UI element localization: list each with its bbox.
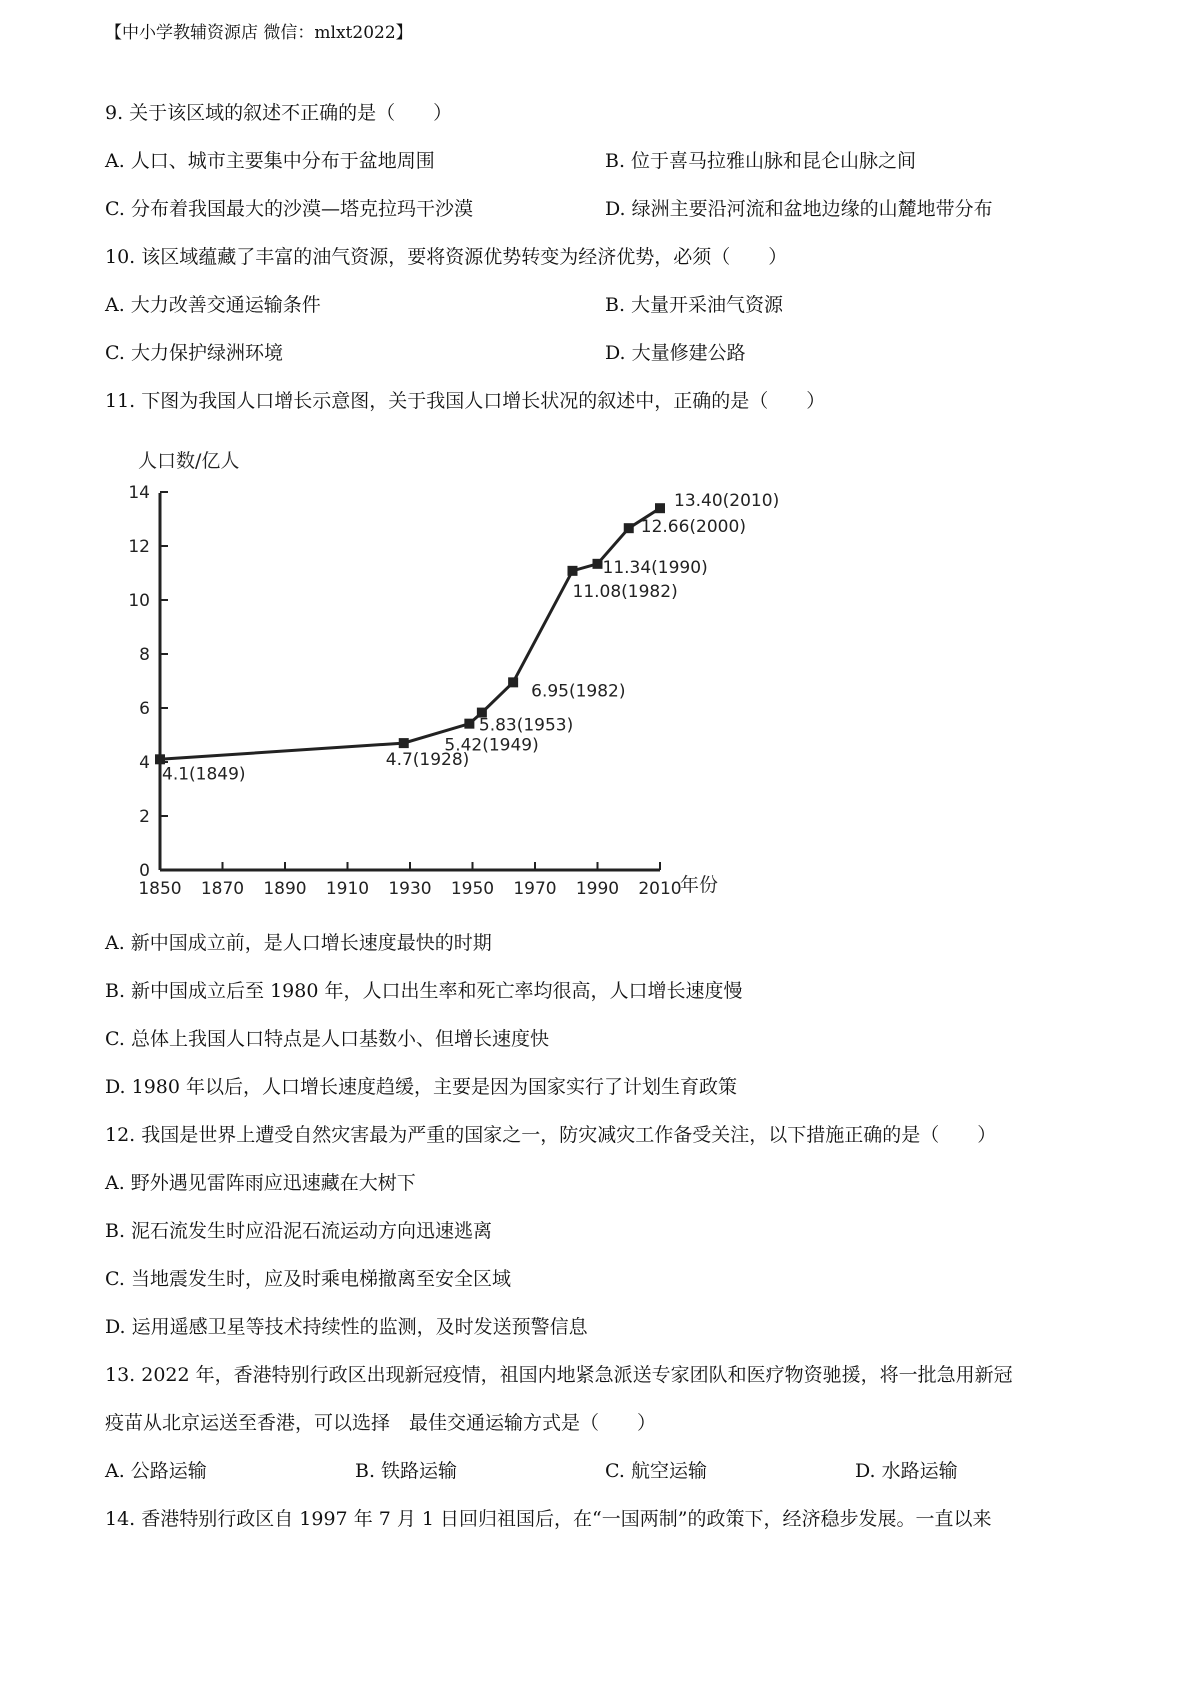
data-point xyxy=(568,566,578,576)
data-labels xyxy=(162,491,779,784)
data-point xyxy=(593,559,603,569)
q10-option-c: C. 大力保护绿洲环境 xyxy=(105,342,283,364)
data-point-markers xyxy=(155,503,665,764)
data-point xyxy=(155,754,165,764)
q11-option-d: D. 1980 年以后，人口增长速度趋缓，主要是因为国家实行了计划生育政策 xyxy=(105,1076,738,1098)
q14-stem: 14. 香港特别行政区自 1997 年 7 月 1 日回归祖国后，在“一国两制”的政策下，经济稳步发展。一直以来 xyxy=(105,1508,992,1530)
data-label: 6.95(1982) xyxy=(531,681,626,702)
data-label: 11.08(1982) xyxy=(572,581,678,602)
x-tick-label: 1910 xyxy=(325,879,370,899)
y-axis-label: 人口数/亿人 xyxy=(138,450,240,472)
q12-option-d: D. 运用遥感卫星等技术持续性的监测，及时发送预警信息 xyxy=(105,1316,588,1338)
data-point xyxy=(508,677,518,687)
data-point xyxy=(399,738,409,748)
page-header: 【中小学教辅资源店 微信：mlxt2022】 xyxy=(105,23,413,43)
y-tick-label: 4 xyxy=(139,753,150,773)
y-tick-label: 8 xyxy=(139,645,150,665)
q11-stem: 11. 下图为我国人口增长示意图，关于我国人口增长状况的叙述中，正确的是（ ） xyxy=(105,390,826,412)
x-tick-label: 1970 xyxy=(513,879,557,899)
q11-option-c: C. 总体上我国人口特点是人口基数小、但增长速度快 xyxy=(105,1028,549,1050)
data-label: 4.1(1849) xyxy=(162,764,246,785)
q13-option-b: B. 铁路运输 xyxy=(355,1460,458,1482)
y-tick-label: 6 xyxy=(139,699,150,719)
q10-stem: 10. 该区域蕴藏了丰富的油气资源，要将资源优势转变为经济优势，必须（ ） xyxy=(105,246,788,268)
q9-option-a: A. 人口、城市主要集中分布于盆地周围 xyxy=(105,150,435,172)
y-tick-label: 14 xyxy=(128,483,150,503)
q10-option-b: B. 大量开采油气资源 xyxy=(605,294,784,316)
y-tick-label: 2 xyxy=(139,807,150,827)
q12-option-c: C. 当地震发生时，应及时乘电梯撤离至安全区域 xyxy=(105,1268,511,1290)
q10-option-d: D. 大量修建公路 xyxy=(605,342,746,364)
x-tick-label: 1930 xyxy=(388,879,432,899)
x-tick-label: 1950 xyxy=(450,879,495,899)
x-tick-label: 1890 xyxy=(263,879,307,899)
population-series-line xyxy=(160,508,660,759)
q13-option-d: D. 水路运输 xyxy=(855,1460,958,1482)
q13-option-c: C. 航空运输 xyxy=(605,1460,707,1482)
q9-option-b: B. 位于喜马拉雅山脉和昆仑山脉之间 xyxy=(605,150,917,172)
data-label: 5.42(1949) xyxy=(444,735,539,756)
data-point xyxy=(464,719,474,729)
x-tick-label: 1850 xyxy=(138,879,182,899)
q12-option-b: B. 泥石流发生时应沿泥石流运动方向迅速逃离 xyxy=(105,1220,493,1242)
data-label: 4.7(1928) xyxy=(385,750,470,771)
q9-stem: 9. 关于该区域的叙述不正确的是（ ） xyxy=(105,102,453,124)
q10-option-a: A. 大力改善交通运输条件 xyxy=(105,294,321,316)
q13-option-a: A. 公路运输 xyxy=(105,1460,207,1482)
q9-option-c: C. 分布着我国最大的沙漠—塔克拉玛干沙漠 xyxy=(105,198,473,220)
q12-stem: 12. 我国是世界上遭受自然灾害最为严重的国家之一，防灾减灾工作备受关注，以下措施正确的是（ ） xyxy=(105,1124,997,1146)
q12-option-a: A. 野外遇见雷阵雨应迅速藏在大树下 xyxy=(105,1172,416,1194)
x-tick-label: 1870 xyxy=(200,879,245,899)
x-tick-label: 2010 xyxy=(638,879,682,899)
q11-option-b: B. 新中国成立后至 1980 年，人口出生率和死亡率均很高，人口增长速度慢 xyxy=(105,980,743,1002)
data-label: 13.40(2010) xyxy=(674,491,780,512)
y-tick-label: 12 xyxy=(128,537,150,557)
x-tick-label: 1990 xyxy=(575,879,620,899)
data-label: 12.66(2000) xyxy=(640,517,746,538)
data-point xyxy=(624,523,634,533)
q9-option-d: D. 绿洲主要沿河流和盆地边缘的山麓地带分布 xyxy=(605,198,993,220)
data-label: 5.83(1953) xyxy=(478,715,574,736)
q13-stem-line2: 疫苗从北京运送至香港，可以选择 最佳交通运输方式是（ ） xyxy=(105,1412,657,1434)
x-axis-label: 年份 xyxy=(680,874,719,896)
y-tick-label: 10 xyxy=(128,591,150,611)
population-growth-chart xyxy=(120,445,780,900)
q11-option-a: A. 新中国成立前，是人口增长速度最快的时期 xyxy=(105,932,492,954)
data-label: 11.34(1990) xyxy=(602,557,708,578)
q13-stem-line1: 13. 2022 年，香港特别行政区出现新冠疫情，祖国内地紧急派送专家团队和医疗物资驰援，将一批急用新冠 xyxy=(105,1364,1013,1386)
y-tick-label: 0 xyxy=(139,861,150,881)
data-point xyxy=(655,503,665,513)
